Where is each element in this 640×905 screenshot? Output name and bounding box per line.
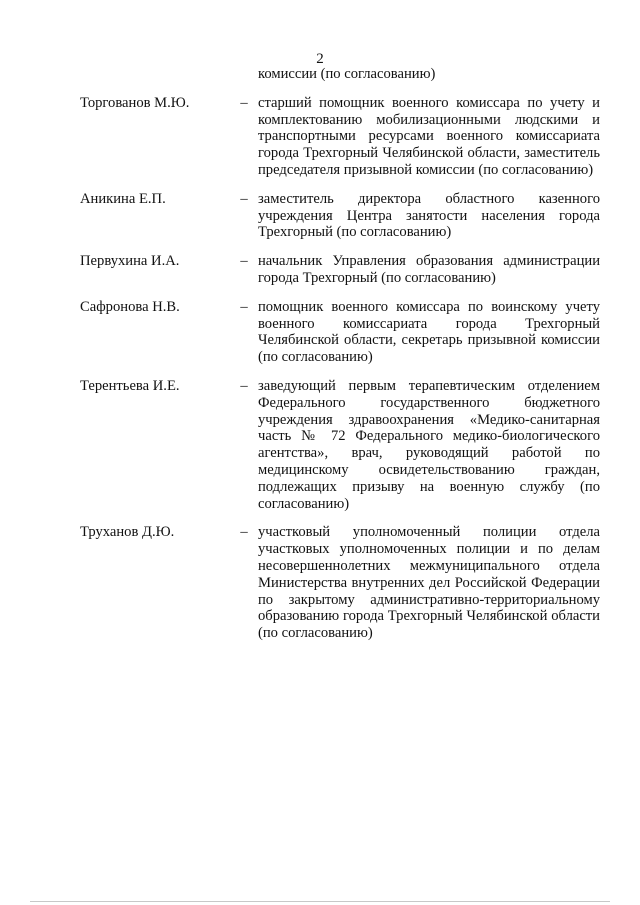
member-description: помощник военного комиссара по воинскому учету военного комиссариата города Трехгорный Челябинской области, секретарь призывной комиссии (по согласованию) <box>258 298 600 366</box>
dash-separator: – <box>240 253 248 270</box>
dash-separator: – <box>240 298 248 315</box>
member-row <box>80 191 600 241</box>
member-description: заведующий первым терапевтическим отделением Федерального государственного бюджетного учреждения здравоохранения «Медико-санитарная часть № 72 Федерального медико-биологического агентства», врач, руководящий работой по медицинскому освидетельствованию граждан, подлежащих призыву на военную службу (по согласованию) <box>258 377 600 512</box>
member-name: Первухина И.А. <box>80 253 180 270</box>
member-row <box>80 253 600 287</box>
member-description: начальник Управления образования администрации города Трехгорный (по согласованию) <box>258 253 600 286</box>
member-row <box>80 299 600 366</box>
member-description: участковый уполномоченный полиции отдела участковых уполномоченных полиции и по делам несовершеннолетних межмуниципального отдела Министерства внутренних дел Российской Федерации по закрытому административно-территориальному образованию города Трехгорный Челябинской области (по согласованию) <box>258 524 600 642</box>
member-description: старший помощник военного комиссара по учету и комплектованию мобилизационными людскими и транспортными ресурсами военного комиссариата города Трехгорный Челябинской области, заместитель председателя призывной комиссии (по согласованию) <box>258 94 600 178</box>
member-description: заместитель директора областного казенного учреждения Центра занятости населения города Трехгорный (по согласованию) <box>258 190 600 241</box>
continuation-text: комиссии (по согласованию) <box>258 66 436 82</box>
dash-separator: – <box>240 94 248 111</box>
member-name: Терентьева И.Е. <box>80 377 180 394</box>
continuation-row <box>80 66 600 83</box>
member-row <box>80 95 600 179</box>
commission-members-list <box>80 66 600 642</box>
dash-separator: – <box>240 190 248 207</box>
scan-edge-line <box>30 901 610 902</box>
member-name: Торгованов М.Ю. <box>80 94 190 111</box>
page-number: 2 <box>316 51 324 67</box>
member-name: Сафронова Н.В. <box>80 298 180 315</box>
member-row <box>80 378 600 512</box>
dash-separator: – <box>240 377 248 394</box>
member-name: Аникина Е.П. <box>80 190 166 207</box>
member-row <box>80 524 600 642</box>
dash-separator: – <box>240 524 248 541</box>
member-name: Труханов Д.Ю. <box>80 524 175 541</box>
